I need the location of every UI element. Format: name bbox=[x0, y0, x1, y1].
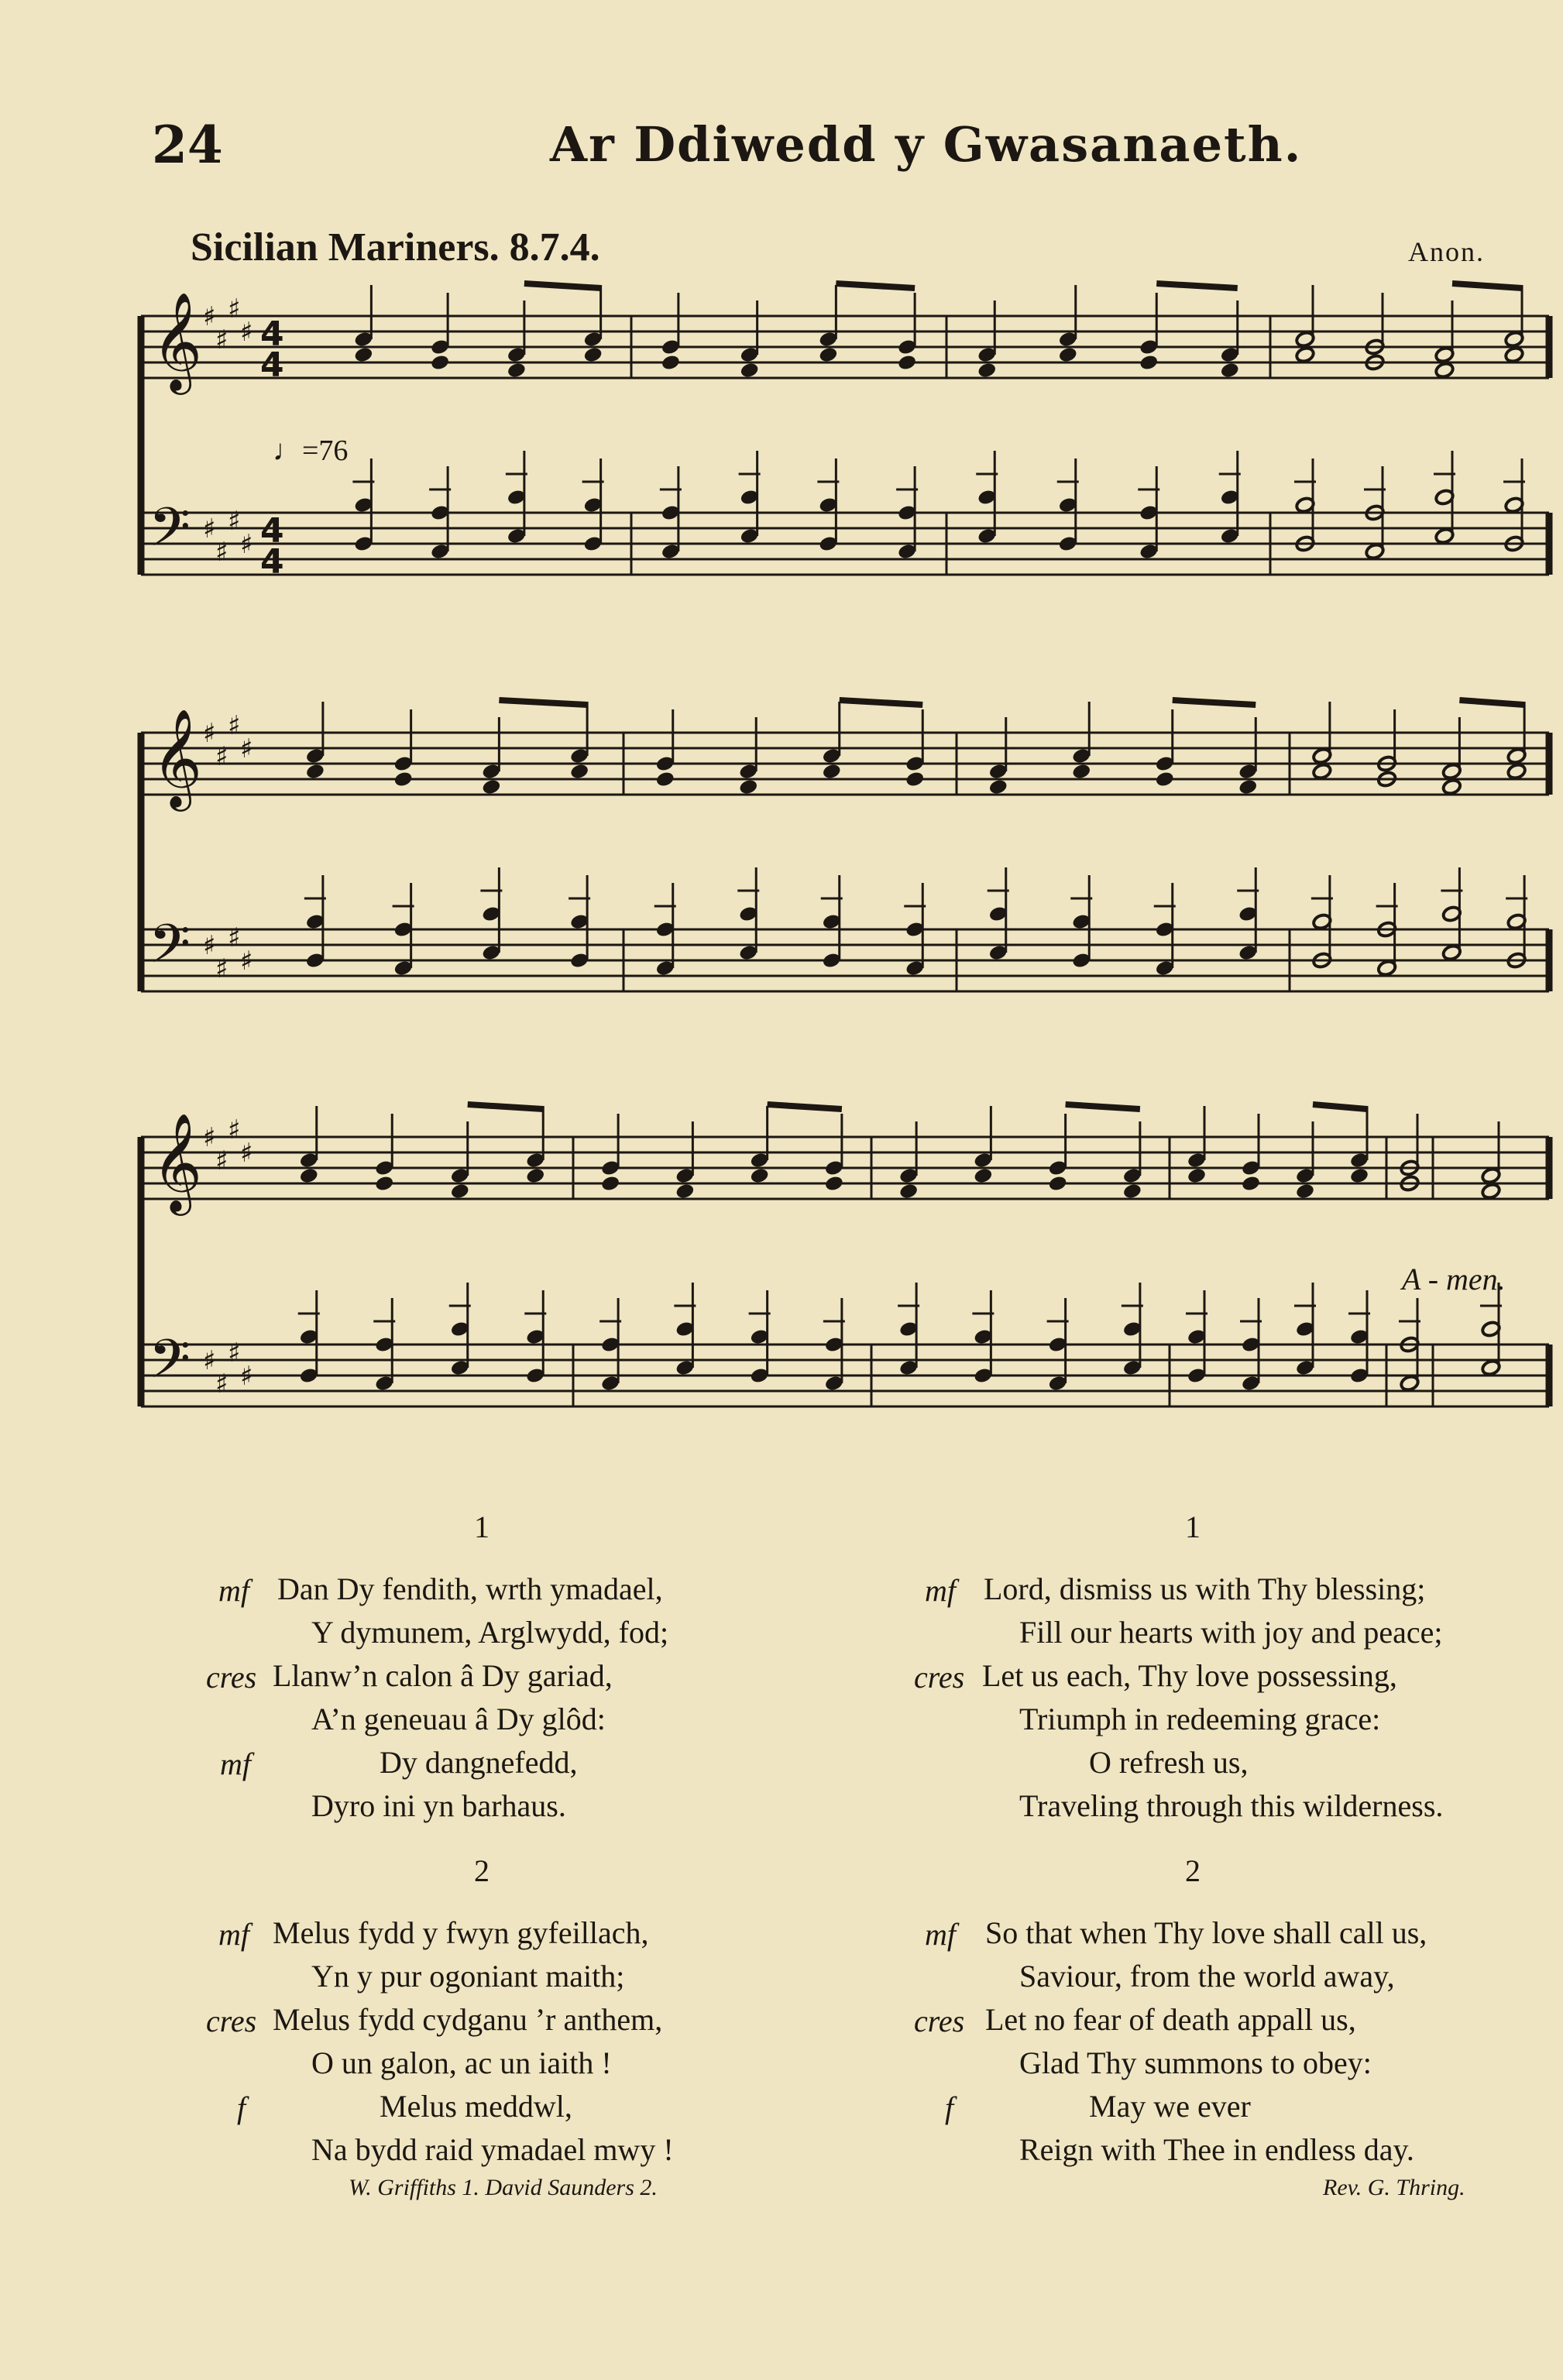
time-signature: 4 bbox=[260, 511, 284, 551]
author-credit: Rev. G. Thring. bbox=[1323, 2175, 1465, 2200]
verse-line: Glad Thy summons to obey: bbox=[1019, 2045, 1372, 2080]
verse-line: Na bydd raid ymadael mwy ! bbox=[311, 2132, 674, 2167]
half-note-head bbox=[1504, 346, 1524, 364]
note-beam bbox=[524, 283, 601, 288]
note-head bbox=[430, 354, 450, 372]
sharp-sign: ♯ bbox=[203, 301, 216, 332]
dynamic-mark: f bbox=[237, 2090, 246, 2125]
sharp-sign: ♯ bbox=[203, 1345, 216, 1376]
note-beam bbox=[1452, 283, 1522, 288]
note-head bbox=[1058, 346, 1078, 364]
sharp-sign: ♯ bbox=[215, 1369, 228, 1399]
note-beam bbox=[1173, 700, 1256, 705]
verse-line: Triumph in redeeming grace: bbox=[1019, 1702, 1381, 1736]
bass-clef: 𝄢 bbox=[149, 1327, 191, 1403]
note-head bbox=[818, 346, 838, 364]
note-beam bbox=[1066, 1104, 1140, 1109]
note-head bbox=[1187, 1167, 1207, 1185]
note-head bbox=[450, 1183, 470, 1200]
note-head bbox=[1155, 771, 1175, 788]
verse-line: A’n geneuau â Dy glôd: bbox=[311, 1702, 606, 1736]
sharp-sign: ♯ bbox=[228, 506, 241, 537]
dynamic-mark: mf bbox=[925, 1917, 956, 1952]
treble-clef: 𝄞 bbox=[152, 291, 203, 390]
note-beam bbox=[768, 1104, 842, 1109]
note-head bbox=[1238, 778, 1258, 796]
note-head bbox=[1220, 362, 1240, 379]
dynamic-mark: f bbox=[945, 2090, 954, 2125]
note-head bbox=[1349, 1167, 1369, 1185]
note-head bbox=[353, 346, 373, 364]
verse-line: May we ever bbox=[1089, 2089, 1251, 2124]
note-head bbox=[824, 1175, 844, 1193]
bass-clef: 𝄢 bbox=[149, 912, 191, 988]
note-head bbox=[977, 362, 997, 379]
sharp-sign: ♯ bbox=[228, 922, 241, 953]
verse-number: 2 bbox=[1185, 1853, 1201, 1888]
verse-line: Dy dangnefedd, bbox=[380, 1745, 578, 1780]
sharp-sign: ♯ bbox=[228, 294, 241, 325]
note-head bbox=[1071, 763, 1091, 781]
note-head bbox=[1295, 1183, 1315, 1200]
sharp-sign: ♯ bbox=[215, 537, 228, 568]
page-number: 24 bbox=[152, 115, 223, 175]
verse-line: Let us each, Thy love possessing, bbox=[982, 1658, 1397, 1693]
note-head bbox=[305, 763, 325, 781]
note-beam bbox=[1156, 283, 1238, 288]
composer-credit: Anon. bbox=[1408, 236, 1485, 267]
verse-line: So that when Thy love shall call us, bbox=[985, 1915, 1427, 1950]
verse-line: Dyro ini yn barhaus. bbox=[311, 1788, 566, 1823]
note-head bbox=[600, 1175, 620, 1193]
note-head bbox=[1122, 1183, 1142, 1200]
note-head bbox=[525, 1167, 545, 1185]
sharp-sign: ♯ bbox=[240, 733, 253, 764]
half-note-head bbox=[1312, 763, 1332, 781]
note-head bbox=[1048, 1175, 1068, 1193]
sharp-sign: ♯ bbox=[228, 1114, 241, 1145]
verse-line: Lord, dismiss us with Thy blessing; bbox=[984, 1571, 1426, 1606]
sharp-sign: ♯ bbox=[228, 710, 241, 741]
sharp-sign: ♯ bbox=[215, 1145, 228, 1176]
dynamic-mark: mf bbox=[218, 1573, 249, 1608]
time-signature: 4 bbox=[260, 345, 284, 385]
sharp-sign: ♯ bbox=[240, 529, 253, 560]
verse-line: Llanw’n calon â Dy gariad, bbox=[273, 1658, 613, 1693]
verse-line: O un galon, ac un iaith ! bbox=[311, 2045, 612, 2080]
treble-clef: 𝄞 bbox=[152, 708, 203, 807]
note-head bbox=[898, 1183, 919, 1200]
note-head bbox=[1241, 1175, 1261, 1193]
half-note-head bbox=[1434, 362, 1455, 379]
note-head bbox=[740, 362, 760, 379]
half-note-head bbox=[1441, 778, 1462, 796]
dynamic-mark: cres bbox=[206, 1660, 257, 1695]
sharp-sign: ♯ bbox=[215, 741, 228, 772]
dynamic-mark: mf bbox=[220, 1746, 251, 1781]
sharp-sign: ♯ bbox=[240, 1138, 253, 1169]
verse-line: Let no fear of death appall us, bbox=[985, 2002, 1356, 2037]
note-head bbox=[299, 1167, 319, 1185]
note-head bbox=[1139, 354, 1159, 372]
time-signature: 4 bbox=[260, 542, 284, 582]
verse-line: Melus meddwl, bbox=[380, 2089, 572, 2124]
note-beam bbox=[1313, 1104, 1367, 1109]
verse-line: Traveling through this wilderness. bbox=[1019, 1788, 1444, 1823]
note-beam bbox=[836, 283, 915, 288]
note-head bbox=[661, 354, 681, 372]
translator-credit: W. Griffiths 1. David Saunders 2. bbox=[349, 2175, 658, 2200]
note-beam bbox=[1459, 700, 1524, 705]
dynamic-mark: mf bbox=[218, 1917, 249, 1952]
verse-line: O refresh us, bbox=[1089, 1745, 1249, 1780]
note-head bbox=[507, 362, 527, 379]
verse-number: 1 bbox=[1185, 1509, 1201, 1544]
sharp-sign: ♯ bbox=[203, 930, 216, 961]
half-note-head bbox=[1481, 1183, 1501, 1200]
note-head bbox=[655, 771, 675, 788]
sharp-sign: ♯ bbox=[240, 317, 253, 348]
sharp-sign: ♯ bbox=[215, 953, 228, 984]
note-head bbox=[374, 1175, 394, 1193]
verse-line: Saviour, from the world away, bbox=[1019, 1959, 1395, 1994]
dynamic-mark: mf bbox=[925, 1573, 956, 1608]
treble-clef: 𝄞 bbox=[152, 1112, 203, 1211]
note-head bbox=[750, 1167, 770, 1185]
note-head bbox=[988, 778, 1008, 796]
half-note-head bbox=[1506, 763, 1527, 781]
sharp-sign: ♯ bbox=[240, 946, 253, 977]
note-head bbox=[905, 771, 925, 788]
note-beam bbox=[840, 700, 923, 705]
time-signature: 4 bbox=[260, 314, 284, 354]
dynamic-mark: cres bbox=[914, 1660, 965, 1695]
half-note-head bbox=[1295, 346, 1315, 364]
note-head bbox=[738, 778, 758, 796]
tune-title: Sicilian Mariners. 8.7.4. bbox=[191, 225, 600, 270]
verse-number: 1 bbox=[474, 1509, 490, 1544]
bass-clef: 𝄢 bbox=[149, 496, 191, 572]
note-head bbox=[393, 771, 414, 788]
running-title: Ar Ddiwedd y Gwasanaeth. bbox=[550, 116, 1303, 173]
dynamic-mark: cres bbox=[914, 2004, 965, 2038]
note-beam bbox=[499, 700, 587, 705]
verse-line: Melus fydd cydganu ’r anthem, bbox=[273, 2002, 663, 2037]
verse-line: Y dymunem, Arglwydd, fod; bbox=[311, 1615, 669, 1650]
note-head bbox=[897, 354, 917, 372]
sharp-sign: ♯ bbox=[203, 513, 216, 544]
sharp-sign: ♯ bbox=[215, 325, 228, 355]
dynamic-mark: cres bbox=[206, 2004, 257, 2038]
verse-line: Fill our hearts with joy and peace; bbox=[1019, 1615, 1443, 1650]
sharp-sign: ♯ bbox=[228, 1338, 241, 1369]
sharp-sign: ♯ bbox=[203, 1122, 216, 1153]
note-head bbox=[481, 778, 501, 796]
amen-lyric: A - men. bbox=[1402, 1262, 1506, 1296]
sharp-sign: ♯ bbox=[240, 1361, 253, 1392]
sharp-sign: ♯ bbox=[203, 718, 216, 749]
verse-line: Yn y pur ogoniant maith; bbox=[311, 1959, 625, 1994]
verse-line: Melus fydd y fwyn gyfeillach, bbox=[273, 1915, 649, 1950]
tempo-marking: ♩=76 bbox=[273, 434, 349, 467]
verse-line: Reign with Thee in endless day. bbox=[1019, 2132, 1414, 2167]
verse-line: Dan Dy fendith, wrth ymadael, bbox=[277, 1571, 663, 1606]
note-head bbox=[569, 763, 589, 781]
note-head bbox=[973, 1167, 993, 1185]
note-beam bbox=[468, 1104, 544, 1109]
note-head bbox=[822, 763, 842, 781]
note-head bbox=[675, 1183, 695, 1200]
verse-number: 2 bbox=[474, 1853, 490, 1888]
note-head bbox=[583, 346, 603, 364]
